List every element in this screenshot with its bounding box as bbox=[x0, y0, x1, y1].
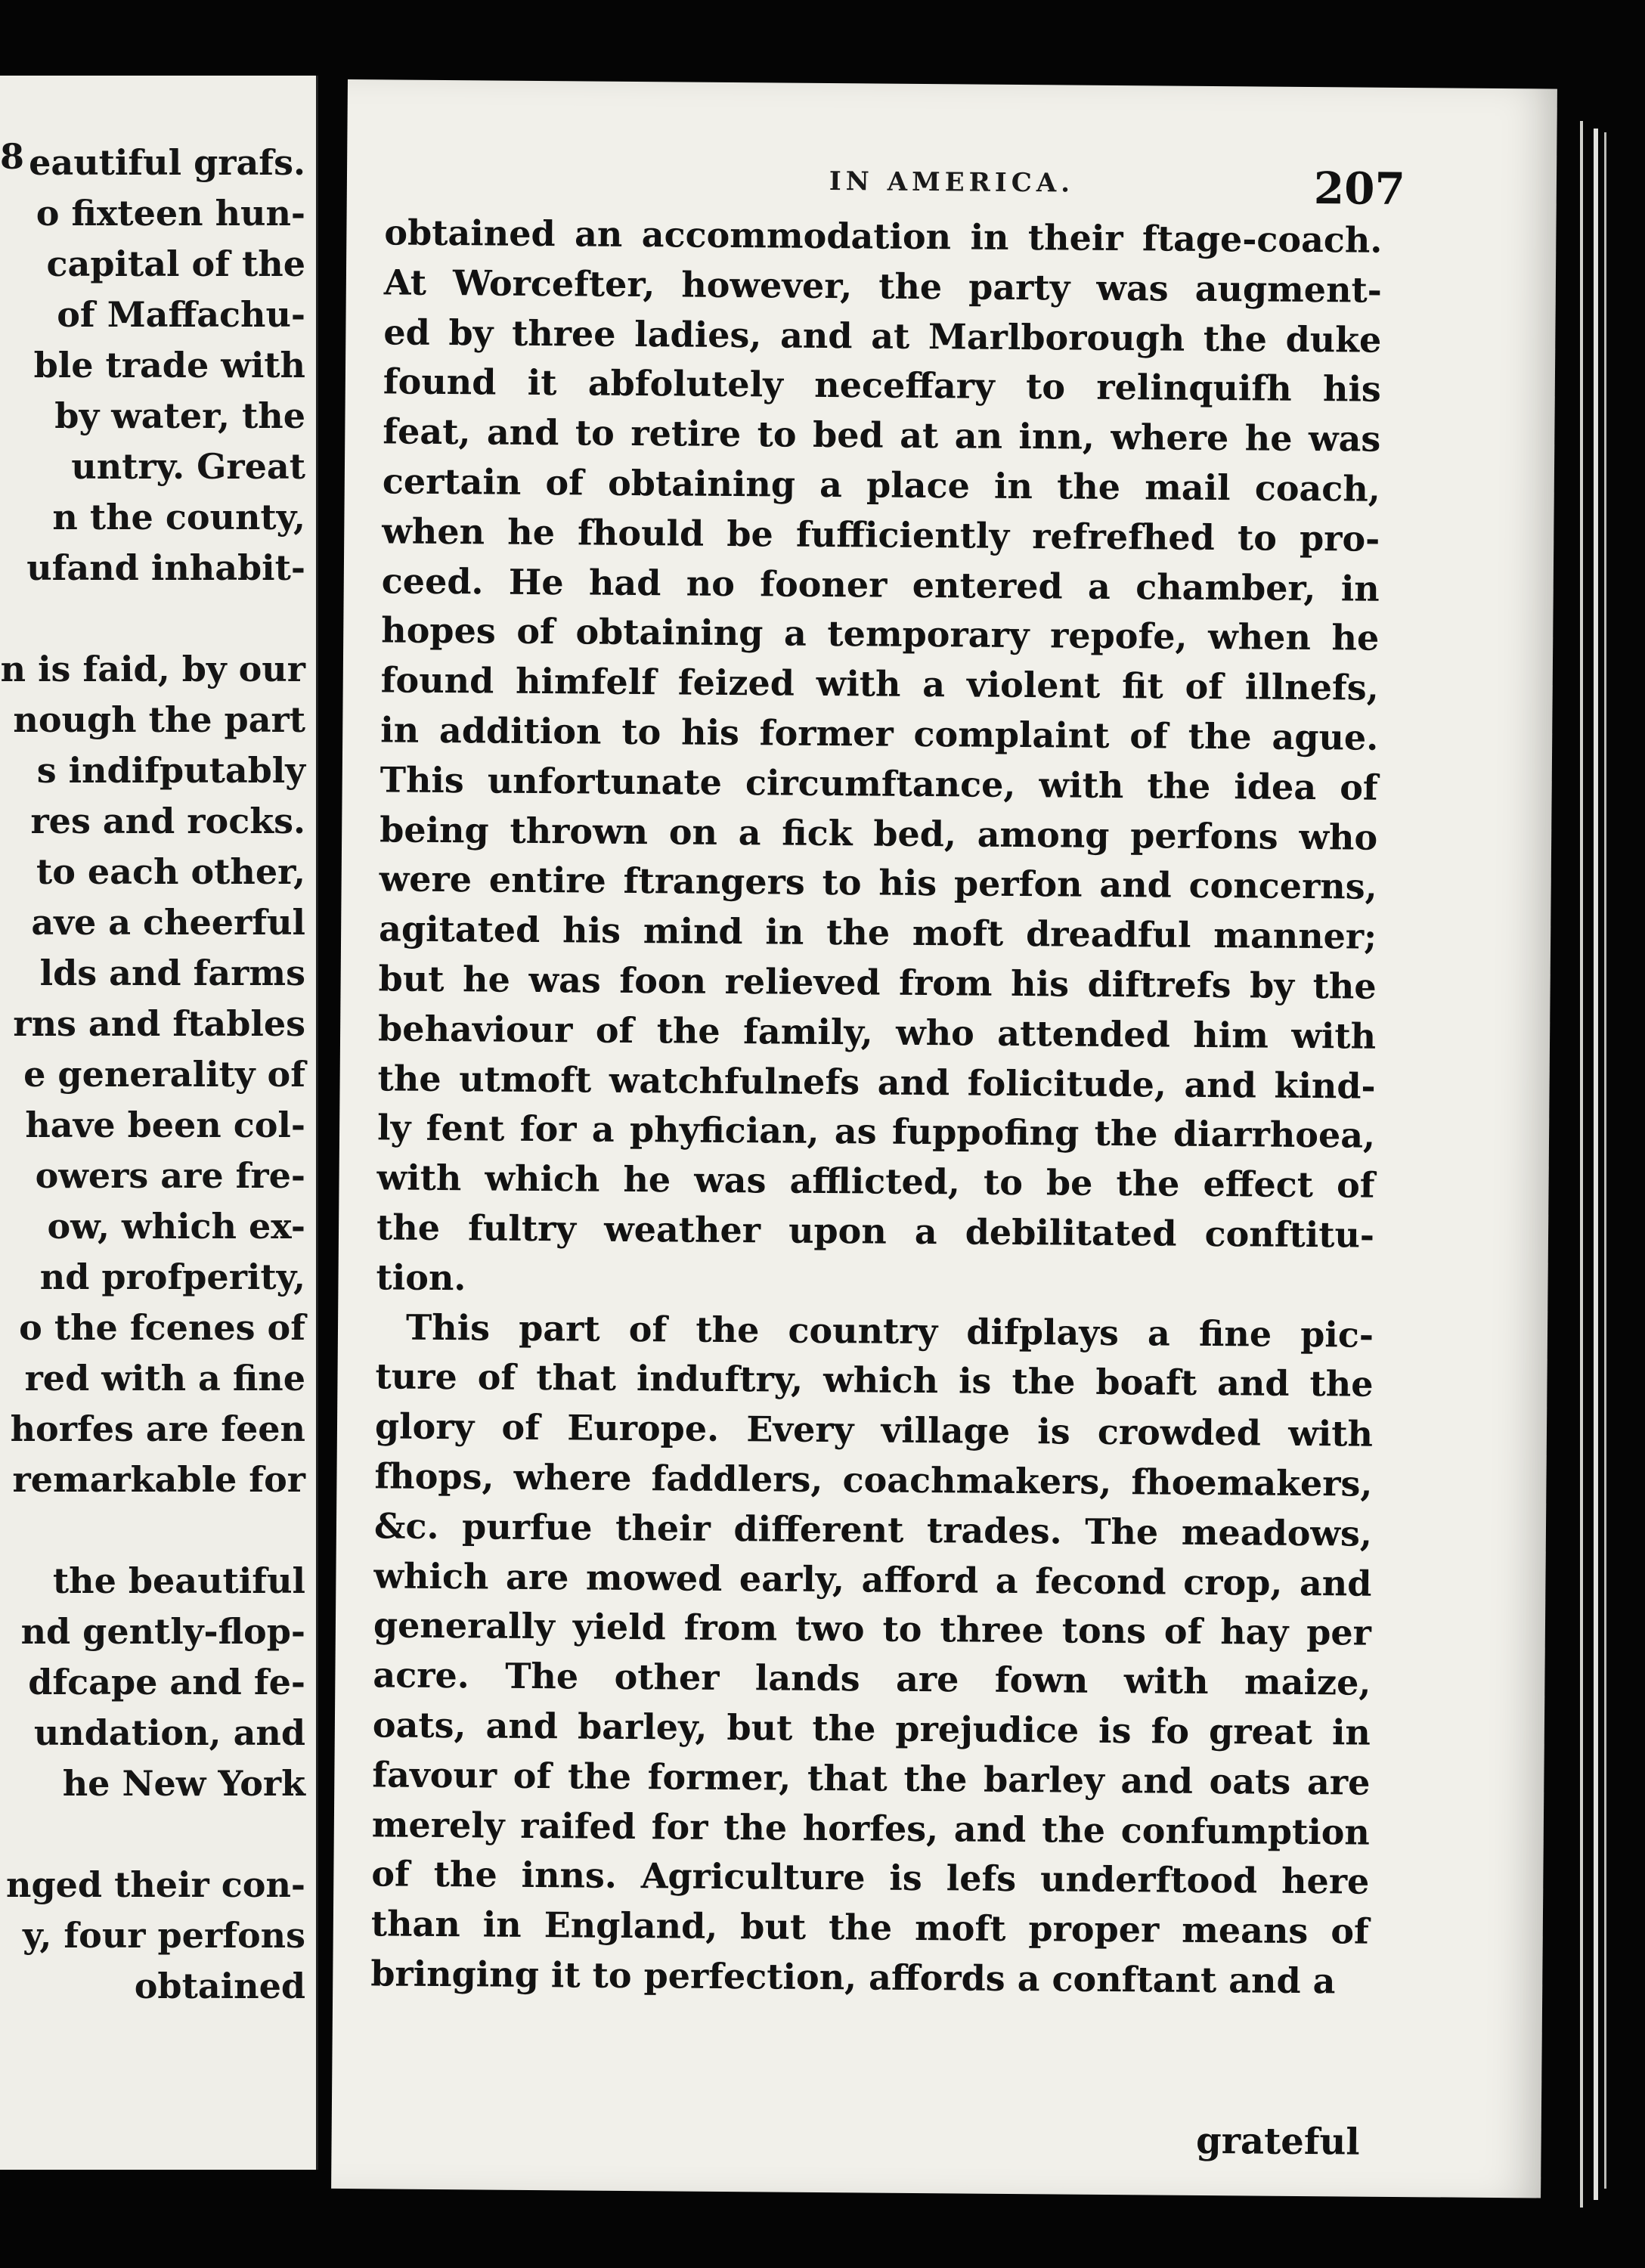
left-text-line: rns and ftables bbox=[13, 1003, 305, 1044]
left-text-line: ble trade with bbox=[33, 345, 305, 386]
left-page-text bbox=[0, 138, 305, 2012]
text-line: found himfelf feized with a violent fit of illnefs, bbox=[380, 659, 1379, 708]
left-text-line: o fixteen hun- bbox=[36, 193, 305, 234]
left-text-line bbox=[0, 593, 305, 644]
left-text-line: nd profperity, bbox=[39, 1256, 305, 1297]
left-text-line: nd gently-flop- bbox=[20, 1611, 305, 1652]
text-line: ly fent for a phyfician, as fuppofing the diarrhoea, bbox=[376, 1107, 1376, 1157]
text-line: in addition to his former complaint of the ague. bbox=[380, 709, 1379, 758]
page-edge-line bbox=[1594, 129, 1598, 2200]
left-text-line: eautiful grafs. bbox=[29, 142, 305, 183]
page-edge-line bbox=[1580, 121, 1583, 2208]
left-text-line: res and rocks. bbox=[30, 801, 305, 841]
left-text-line: red with a fine bbox=[24, 1358, 305, 1399]
text-line: This unfortunate circumftance, with the idea of bbox=[379, 759, 1378, 808]
left-text-line: the beautiful bbox=[52, 1560, 305, 1601]
left-text-line: untry. Great bbox=[71, 446, 305, 487]
text-line: hopes of obtaining a temporary repofe, when he bbox=[381, 609, 1380, 659]
left-text-line: ow, which ex- bbox=[47, 1206, 305, 1247]
left-text-line: undation, and bbox=[33, 1712, 305, 1753]
text-line: This part of the country difplays a fine pic- bbox=[405, 1306, 1374, 1356]
left-text-line bbox=[0, 1809, 305, 1860]
text-line: of the inns. Agriculture is lefs underftood here bbox=[371, 1853, 1370, 1902]
left-text-line: s indifputably bbox=[36, 750, 305, 791]
left-text-line: obtained bbox=[134, 1966, 305, 2006]
running-head: IN AMERICA. bbox=[829, 166, 1075, 199]
text-line: were entire ftrangers to his perfon and concerns, bbox=[379, 858, 1377, 908]
text-line: ture of that induftry, which is the boaft and the bbox=[375, 1356, 1374, 1405]
text-line: obtained an accommodation in their ftage-coach. bbox=[384, 212, 1383, 261]
text-line: merely raifed for the horfes, and the confumption bbox=[371, 1803, 1371, 1853]
left-text-line: nough the part bbox=[13, 699, 305, 740]
left-text-line: remarkable for bbox=[12, 1459, 305, 1500]
left-text-line: horfes are feen bbox=[10, 1408, 305, 1449]
right-page bbox=[331, 79, 1557, 2198]
text-line: certain of obtaining a place in the mail coach, bbox=[382, 460, 1380, 510]
left-text-line: n is faid, by our bbox=[0, 649, 305, 689]
text-line: At Worcefter, however, the party was augment- bbox=[383, 262, 1383, 311]
left-text-line: lds and farms bbox=[39, 953, 305, 993]
right-page-text bbox=[370, 208, 1383, 2006]
text-line: when he fhould be fufficiently refrefhed to pro- bbox=[382, 510, 1380, 559]
text-line: with which he was afflicted, to be the effect of bbox=[376, 1157, 1375, 1206]
text-line: bringing it to perfection, affords a conftant and a bbox=[370, 1953, 1336, 2002]
text-line: acre. The other lands are fown with maize, bbox=[373, 1654, 1371, 1703]
left-text-line: n the county, bbox=[52, 497, 305, 538]
left-text-line: owers are fre- bbox=[35, 1155, 305, 1196]
text-line: generally yield from two to three tons of hay per bbox=[373, 1604, 1372, 1654]
page-edge-line bbox=[1604, 132, 1606, 2189]
text-line: than in England, but the moft proper means of bbox=[370, 1903, 1370, 1952]
left-text-line: capital of the bbox=[46, 243, 305, 284]
text-line: &c. purfue their different trades. The meadows, bbox=[373, 1505, 1373, 1554]
text-line: but he was foon relieved from his diftrefs by the bbox=[378, 958, 1377, 1007]
text-line: behaviour of the family, who attended him with bbox=[377, 1008, 1377, 1057]
left-text-line: dfcape and fe- bbox=[28, 1662, 305, 1703]
text-line: fhops, where faddlers, coachmakers, fhoemakers, bbox=[374, 1455, 1373, 1504]
catchword: grateful bbox=[1195, 2119, 1360, 2164]
left-text-line: he New York bbox=[62, 1763, 305, 1804]
left-text-line bbox=[0, 1505, 305, 1556]
left-text-line: ave a cheerful bbox=[31, 902, 305, 943]
text-line: the utmoft watchfulnefs and folicitude, and kind- bbox=[377, 1057, 1376, 1107]
left-text-line: nged their con- bbox=[6, 1864, 305, 1905]
left-text-line: ufand inhabit- bbox=[26, 547, 305, 588]
text-line: tion. bbox=[376, 1256, 466, 1299]
left-page bbox=[0, 76, 318, 2170]
text-line: glory of Europe. Every village is crowded with bbox=[374, 1405, 1374, 1455]
left-text-line: y, four perfons bbox=[23, 1915, 305, 1956]
left-text-line: of Maffachu- bbox=[57, 294, 305, 335]
left-page-number: 8 bbox=[0, 136, 25, 177]
page-number: 207 bbox=[1313, 163, 1406, 215]
text-line: which are mowed early, afford a fecond crop, and bbox=[373, 1554, 1372, 1604]
left-text-line: by water, the bbox=[54, 395, 305, 436]
text-line: favour of the former, that the barley and oats are bbox=[372, 1754, 1371, 1803]
text-line: ed by three ladies, and at Marlborough the duke bbox=[383, 311, 1382, 361]
left-text-line: have been col- bbox=[25, 1105, 305, 1145]
text-line: the fultry weather upon a debilitated conftitu- bbox=[376, 1207, 1375, 1256]
text-line: being thrown on a fick bed, among perfons who bbox=[379, 808, 1378, 858]
left-text-line: e generality of bbox=[23, 1054, 305, 1095]
text-line: feat, and to retire to bed at an inn, where he was bbox=[383, 411, 1381, 460]
text-line: oats, and barley, but the prejudice is fo great in bbox=[372, 1704, 1371, 1753]
text-line: ceed. He had no fooner entered a chamber, in bbox=[381, 559, 1380, 609]
text-line: agitated his mind in the moft dreadful manner; bbox=[378, 908, 1377, 957]
text-line: found it abfolutely neceffary to relinquifh his bbox=[383, 361, 1382, 411]
left-text-line: o the fcenes of bbox=[19, 1307, 305, 1348]
left-text-line: to each other, bbox=[36, 851, 305, 892]
